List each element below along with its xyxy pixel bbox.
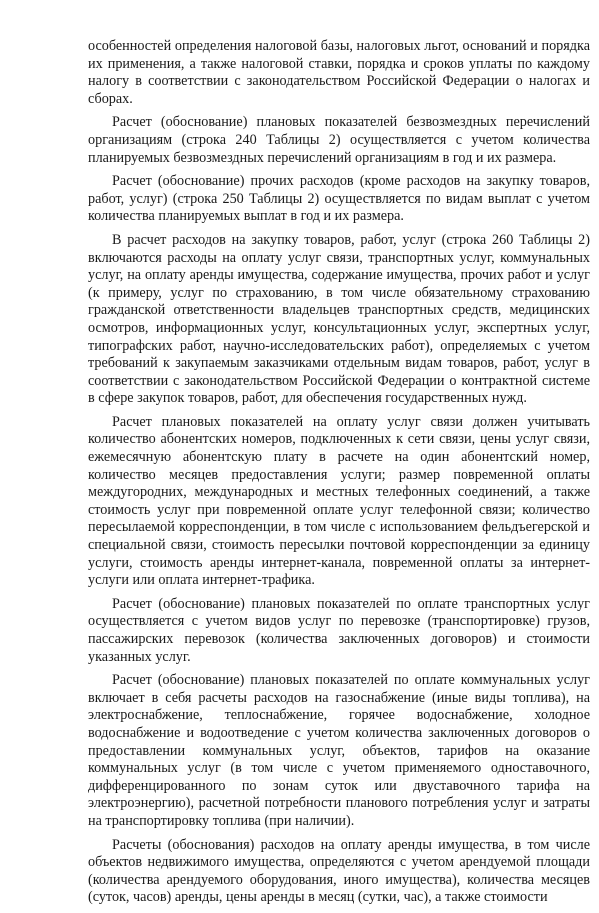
paragraph-other-expenses: Расчет (обоснование) прочих расходов (кроме расходов на закупку товаров, работ, услуг) (строка 250 Таблицы 2) осуществляется по видам выплат с учетом количества планируемых выплат в год и их размера. xyxy=(88,173,590,225)
paragraph-tax-continuation: особенностей определения налоговой базы, налоговых льгот, оснований и порядка их применения, а также налоговой ставки, порядка и сроков уплаты по каждому налогу в соответствии с законодательством Российской Федерации о налогах и сборах. xyxy=(88,38,590,107)
paragraph-utility-services: Расчет (обоснование) плановых показателей по оплате коммунальных услуг включает в себя расчеты расходов на газоснабжение (иные виды топлива), на электроснабжение, теплоснабжение, горячее водоснабжение, холодное водоснабжение и водоотведение с учетом количества заключенных договоров о предоставлении коммунальных услуг, объектов, тарифов на оказание коммунальных услуг (в том числе с учетом применяемого одноставочного, дифференцированного по зонам суток или двуставочного тарифа на электроэнергию), расчетной потребности планового потребления услуг и затраты на транспортировку топлива (при наличии). xyxy=(88,672,590,829)
paragraph-communication-services: Расчет плановых показателей на оплату услуг связи должен учитывать количество абонентских номеров, подключенных к сети связи, цены услуг связи, ежемесячную абонентскую плату в расчете на один абонентский номер, количество месяцев предоставления услуги; размер повременной оплаты междугородних, международных и местных телефонных соединений, а также стоимость услуг при повременной оплате услуг телефонной связи; количество пересылаемой корреспонденции, в том числе с использованием фельдъегерской и специальной связи, стоимость пересылки почтовой корреспонденции за единицу услуги, стоимость аренды интернет-канала, повременной оплаты за интернет-услуги или оплата интернет-трафика. xyxy=(88,413,590,589)
paragraph-grants-to-organizations: Расчет (обоснование) плановых показателей безвозмездных перечислений организациям (строка 240 Таблицы 2) осуществляется с учетом количества планируемых безвозмездных перечислений организациям в год и их размера. xyxy=(88,114,590,166)
paragraph-procurement-expenses: В расчет расходов на закупку товаров, работ, услуг (строка 260 Таблицы 2) включаются расходы на оплату услуг связи, транспортных услуг, коммунальных услуг, на оплату аренды имущества, содержание имущества, прочих работ и услуг (к примеру, услуг по страхованию, в том числе обязательному страхованию гражданской ответственности владельцев транспортных средств, медицинских осмотров, информационных услуг, консультационных услуг, экспертных услуг, типографских работ, научно-исследовательских работ), определяемых с учетом требований к закупаемым заказчиками отдельным видам товаров, работ, услуг в соответствии с законодательством Российской Федерации о контрактной системе в сфере закупок товаров, работ, для обеспечения государственных нужд. xyxy=(88,231,590,407)
document-body xyxy=(88,38,590,913)
paragraph-property-rent: Расчеты (обоснования) расходов на оплату аренды имущества, в том числе объектов недвижимого имущества, определяются с учетом арендуемой площади (количества арендуемого оборудования, иного имущества), количества месяцев (суток, часов) аренды, цены аренды в месяц (сутки, час), а также стоимости xyxy=(88,836,590,906)
paragraph-transport-services: Расчет (обоснование) плановых показателей по оплате транспортных услуг осуществляется с учетом видов услуг по перевозке (транспортировке) грузов, пассажирских перевозок (количества заключенных договоров) и стоимости указанных услуг. xyxy=(88,595,590,665)
